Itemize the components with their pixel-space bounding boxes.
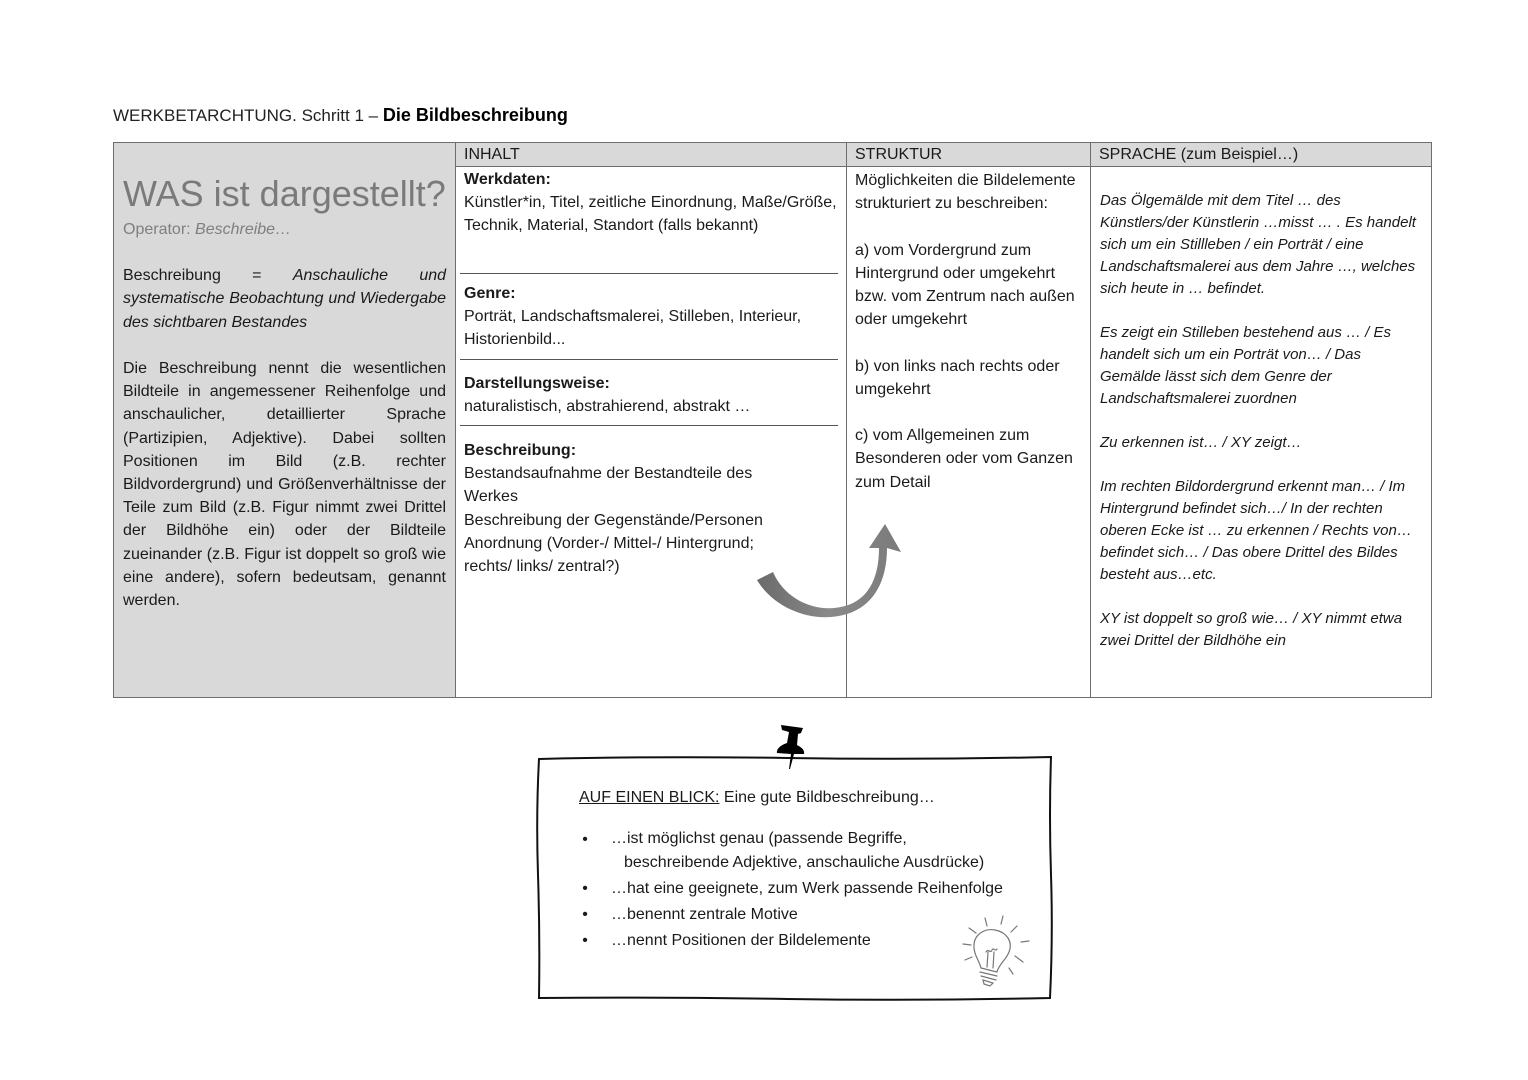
genre-text: Porträt, Landschaftsmalerei, Stilleben, Interieur, Historienbild... bbox=[464, 308, 802, 349]
list-item bbox=[579, 827, 1031, 876]
beschreibung-line: Bestandsaufnahme der Bestandteile des Werkes bbox=[464, 465, 753, 506]
list-item bbox=[579, 876, 1031, 902]
sprache-example: Es zeigt ein Stilleben bestehend aus … / Es handelt sich um ein Porträt von… / Das Gemälde lässt sich dem Genre der Landschaftsmalerei zuordnen bbox=[1100, 324, 1392, 407]
sprache-example: Zu erkennen ist… / XY zeigt… bbox=[1100, 434, 1302, 451]
struktur-text bbox=[855, 169, 1084, 517]
summary-note bbox=[537, 755, 1053, 1001]
list-item-text: …nennt Positionen der Bildelemente bbox=[611, 932, 871, 949]
list-item-text: …ist möglichst genau (passende Begriffe, bbox=[611, 830, 907, 847]
left-column bbox=[114, 143, 456, 697]
beschreibung-line: Beschreibung der Gegenstände/Personen bbox=[464, 511, 763, 529]
divider bbox=[460, 359, 838, 360]
operator-line bbox=[123, 219, 291, 241]
divider bbox=[460, 273, 838, 274]
beschreibung-label: Beschreibung: bbox=[464, 442, 577, 459]
bullet: • bbox=[582, 906, 588, 923]
sprache-example: Im rechten Bildordergrund erkennt man… / Im Hintergrund befindet sich…/ In der rechten oberen Ecke ist … zu erkennen / Rechts von… befindet sich… / Das obere Drittel des Bildes besteht aus…etc. bbox=[1100, 478, 1412, 583]
pushpin-icon bbox=[773, 723, 809, 771]
struktur-option-c: c) vom Allgemeinen zum Besonderen oder vom Ganzen zum Detail bbox=[855, 427, 1073, 491]
beschreibung-line: Anordnung (Vorder-/ Mittel-/ Hintergrund; rechts/ links/ zentral?) bbox=[464, 534, 754, 576]
section-title: WAS ist dargestellt? bbox=[123, 173, 446, 214]
sprache-example: Das Ölgemälde mit dem Titel … des Künstlers/der Künstlerin …misst … . Es handelt sich um ein Stillleben / ein Porträt / eine Landschaftsmalerei aus dem Jahre …, welches sich heute in … befindet. bbox=[1100, 192, 1416, 297]
werkdaten-text: Künstler*in, Titel, zeitliche Einordnung, Maße/Größe, Technik, Material, Standort (falls bekannt) bbox=[464, 194, 837, 235]
operator-value: Beschreibe… bbox=[195, 221, 292, 238]
bullet: • bbox=[582, 831, 588, 848]
struktur-option-a: a) vom Vordergrund zum Hintergrund oder umgekehrt bzw. vom Zentrum nach außen oder umgekehrt bbox=[855, 241, 1075, 329]
darstellungsweise-text: naturalistisch, abstrahierend, abstrakt … bbox=[464, 398, 751, 416]
werkdaten-label: Werkdaten: bbox=[464, 171, 551, 188]
struktur-intro: Möglichkeiten die Bildelemente strukturiert zu beschreiben: bbox=[855, 172, 1076, 213]
operator-label: Operator: bbox=[123, 221, 196, 238]
page-title-prefix: WERKBETARCHTUNG. Schritt 1 – bbox=[113, 106, 383, 125]
page-title bbox=[113, 103, 568, 128]
sprache-examples bbox=[1100, 190, 1423, 674]
definition-equals: = bbox=[220, 267, 293, 284]
genre-label: Genre: bbox=[464, 285, 516, 302]
list-item-text: …hat eine geeignete, zum Werk passende Reihenfolge bbox=[611, 880, 1003, 897]
inhalt-genre bbox=[464, 282, 838, 352]
curved-arrow-icon bbox=[755, 522, 905, 622]
struktur-header: STRUKTUR bbox=[847, 143, 1090, 167]
note-heading bbox=[579, 787, 935, 809]
page-title-main: Die Bildbeschreibung bbox=[382, 105, 568, 125]
definition-term: Beschreibung bbox=[123, 267, 221, 284]
inhalt-darstellungsweise bbox=[464, 372, 838, 418]
inhalt-werkdaten bbox=[464, 168, 838, 238]
light-bulb-icon bbox=[957, 910, 1037, 990]
sprache-example: XY ist doppelt so groß wie… / XY nimmt etwa zwei Drittel der Bildhöhe ein bbox=[1100, 610, 1403, 649]
description-text: Die Beschreibung nennt die wesentlichen Bildteile in angemessener Reihenfolge und anschaulicher, detaillierter Sprache (Partizipien, Adjektive). Dabei sollten Positionen im Bild (z.B. rechter Bildvordergrund) und Größenverhältnisse der Teile zum Bild (z.B. Figur nimmt zwei Drittel der Bildhöhe ein) oder der Bildteile zueinander (z.B. Figur ist doppelt so groß wie eine andere), sofern bedeutsam, genannt werden. bbox=[123, 360, 446, 610]
sprache-column bbox=[1091, 143, 1431, 697]
definition-text bbox=[123, 264, 446, 334]
inhalt-header: INHALT bbox=[456, 143, 846, 167]
darstellungsweise-label: Darstellungsweise: bbox=[464, 375, 610, 392]
bullet: • bbox=[582, 880, 588, 897]
bullet: • bbox=[582, 932, 588, 949]
divider bbox=[460, 425, 838, 426]
note-heading-text: Eine gute Bildbeschreibung… bbox=[719, 789, 935, 806]
sprache-header: SPRACHE (zum Beispiel…) bbox=[1091, 143, 1431, 167]
definition-body: Anschauliche und systematische Beobachtung und Wiedergabe des sichtbaren Bestandes bbox=[123, 267, 447, 331]
struktur-option-b: b) von links nach rechts oder umgekehrt bbox=[855, 357, 1060, 398]
list-item-text-continued: beschreibende Adjektive, anschauliche Ausdrücke) bbox=[624, 854, 985, 871]
note-heading-label: AUF EINEN BLICK: bbox=[579, 789, 720, 806]
list-item-text: …benennt zentrale Motive bbox=[611, 906, 798, 923]
